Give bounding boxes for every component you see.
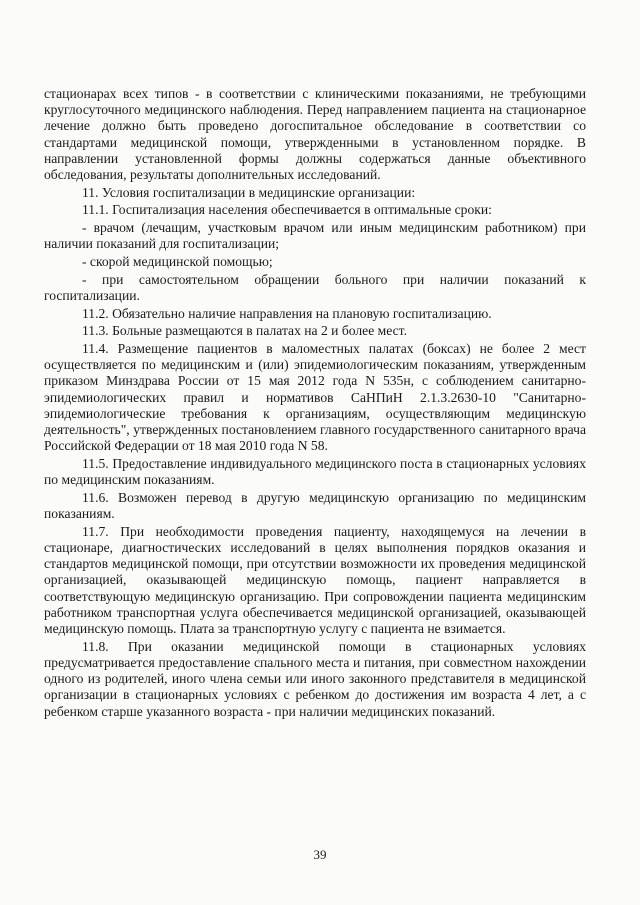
paragraph-11-5: 11.5. Предоставление индивидуального медицинского поста в стационарных условиях по медицинским показаниям. [44, 455, 586, 488]
list-item-self-referral: - при самостоятельном обращении больного при наличии показаний к госпитализации. [44, 271, 586, 303]
paragraph-11-3: 11.3. Больные размещаются в палатах на 2 и более мест. [82, 323, 407, 339]
paragraph-11-8: 11.8. При оказании медицинской помощи в стационарных условиях предусматривается предоставление спального места и питания, при совместном нахождении одного из родителей, иного члена семьи или иного законного представителя в медицинской организации в стационарных условиях с ребенком до достижения им возраста 4 лет, а с ребенком старше указанного возраста - при наличии медицинских показаний. [44, 638, 586, 719]
paragraph-11-heading: 11. Условия госпитализации в медицинские организации: [82, 184, 416, 200]
paragraph-11-4: 11.4. Размещение пациентов в маломестных палатах (боксах) не более 2 мест осуществляется по медицинским и (или) эпидемиологическим показаниям, утвержденным приказом Минздрава России от 15 мая 2012 года N 535н, с соблюдением санитарно-эпидемиологических правил и нормативов СаНПиН 2.1.3.2630-10 "Санитарно-эпидемиологические требования к организациям, осуществляющим медицинскую деятельность", утвержденных постановлением главного государственного санитарного врача Российской Федерации от 18 мая 2010 года N 58. [44, 341, 586, 454]
paragraph-11-6: 11.6. Возможен перевод в другую медицинскую организацию по медицинским показаниям. [44, 489, 586, 522]
list-item-doctor: - врачом (лечащим, участковым врачом или иным медицинским работником) при наличии показаний для госпитализации; [44, 220, 586, 252]
paragraph-continuation: стационарах всех типов - в соответствии с клиническими показаниями, не требующими круглосуточного медицинского наблюдения. Перед направлением пациента на стационарное лечение должно быть проведено догоспитальное обследование в соответствии со стандартами медицинской помощи, утвержденными в установленном порядке. В направлении установленной формы должны содержаться данные объективного обследования, результаты дополнительных исследований. [44, 86, 586, 183]
paragraph-11-2: 11.2. Обязательно наличие направления на плановую госпитализацию. [82, 305, 492, 321]
page-number: 39 [313, 847, 327, 862]
list-item-ambulance: - скорой медицинской помощью; [82, 254, 273, 270]
paragraph-11-1: 11.1. Госпитализация населения обеспечивается в оптимальные сроки: [82, 202, 492, 218]
paragraph-11-7: 11.7. При необходимости проведения пациенту, находящемуся на лечении в стационаре, диагностических исследований в целях выполнения порядков оказания и стандартов медицинской помощи, при отсутствии возможности их проведения медицинской организацией, оказывающей медицинскую помощь, пациент направляется в соответствующую медицинскую организацию. При сопровождении пациента медицинским работником транспортная услуга обеспечивается медицинской организацией, оказывающей медицинскую помощь. Плата за транспортную услугу с пациента не взимается. [44, 523, 586, 636]
document-body [44, 86, 586, 721]
